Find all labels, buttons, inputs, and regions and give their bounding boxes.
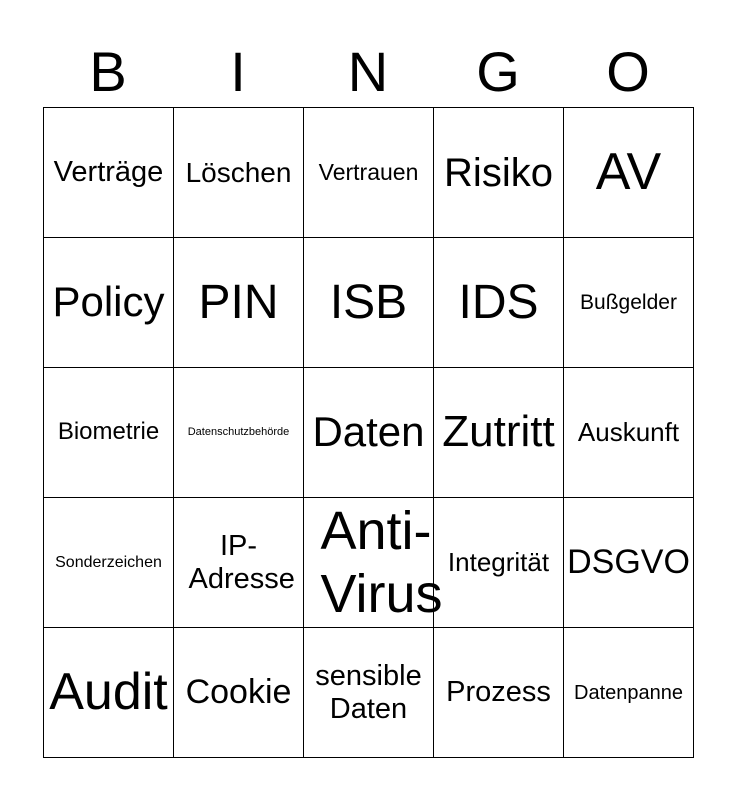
header-letter-i: I (230, 40, 246, 103)
cell-label: Daten (312, 408, 425, 456)
cell-label: Auskunft (577, 416, 680, 447)
cell-label: Anti-Virus (320, 501, 443, 624)
bingo-cell[interactable] (434, 498, 564, 628)
bingo-cell[interactable] (434, 238, 564, 368)
cell-label: Prozess (446, 676, 551, 709)
bingo-cell[interactable] (174, 238, 304, 368)
header-letter-o: O (606, 40, 650, 103)
cell-label: IDS (458, 275, 539, 329)
cell-label: Vertrauen (318, 158, 419, 185)
cell-label: PIN (198, 275, 279, 329)
bingo-cell[interactable] (174, 628, 304, 758)
bingo-cell[interactable] (564, 108, 694, 238)
bingo-cell[interactable] (434, 628, 564, 758)
bingo-cell[interactable] (44, 108, 174, 238)
bingo-cell[interactable] (304, 368, 434, 498)
bingo-cell[interactable] (44, 238, 174, 368)
cell-label: AV (595, 143, 662, 202)
cell-label: Datenschutzbehörde (187, 425, 290, 438)
cell-label: Bußgelder (580, 290, 677, 314)
bingo-header (43, 36, 693, 108)
bingo-cell[interactable] (174, 108, 304, 238)
cell-label: Sonderzeichen (55, 553, 162, 571)
header-letter-b: B (89, 40, 127, 103)
cell-label: Policy (52, 278, 165, 326)
cell-label: Zutritt (442, 407, 555, 457)
cell-label: Audit (49, 663, 168, 722)
header-letter-g: G (476, 40, 520, 103)
cell-label: ISB (329, 275, 408, 329)
bingo-cell[interactable] (304, 238, 434, 368)
cell-label: Löschen (185, 156, 292, 188)
bingo-cell[interactable] (174, 368, 304, 498)
cell-label: Biometrie (57, 418, 160, 446)
cell-label: IP-Adresse (188, 530, 295, 595)
cell-label: Risiko (444, 150, 553, 195)
cell-label: Datenpanne (574, 681, 683, 704)
bingo-cell[interactable] (564, 498, 694, 628)
bingo-cell[interactable] (304, 108, 434, 238)
bingo-cell[interactable] (564, 368, 694, 498)
cell-label: Integrität (447, 546, 550, 577)
cell-label: Verträge (53, 156, 164, 189)
bingo-cell[interactable] (304, 628, 434, 758)
cell-label: sensible Daten (315, 660, 422, 725)
bingo-cell[interactable] (304, 498, 443, 628)
bingo-cell[interactable] (434, 368, 564, 498)
cell-label: Cookie (185, 673, 292, 712)
cell-label: DSGVO (567, 543, 690, 582)
bingo-cell[interactable] (564, 238, 694, 368)
bingo-cell[interactable] (434, 108, 564, 238)
bingo-cell[interactable] (44, 628, 174, 758)
bingo-cell[interactable] (44, 498, 174, 628)
bingo-cell[interactable] (174, 498, 304, 628)
bingo-cell[interactable] (564, 628, 694, 758)
bingo-cell[interactable] (44, 368, 174, 498)
header-letter-n: N (347, 40, 389, 103)
bingo-board (43, 107, 694, 758)
